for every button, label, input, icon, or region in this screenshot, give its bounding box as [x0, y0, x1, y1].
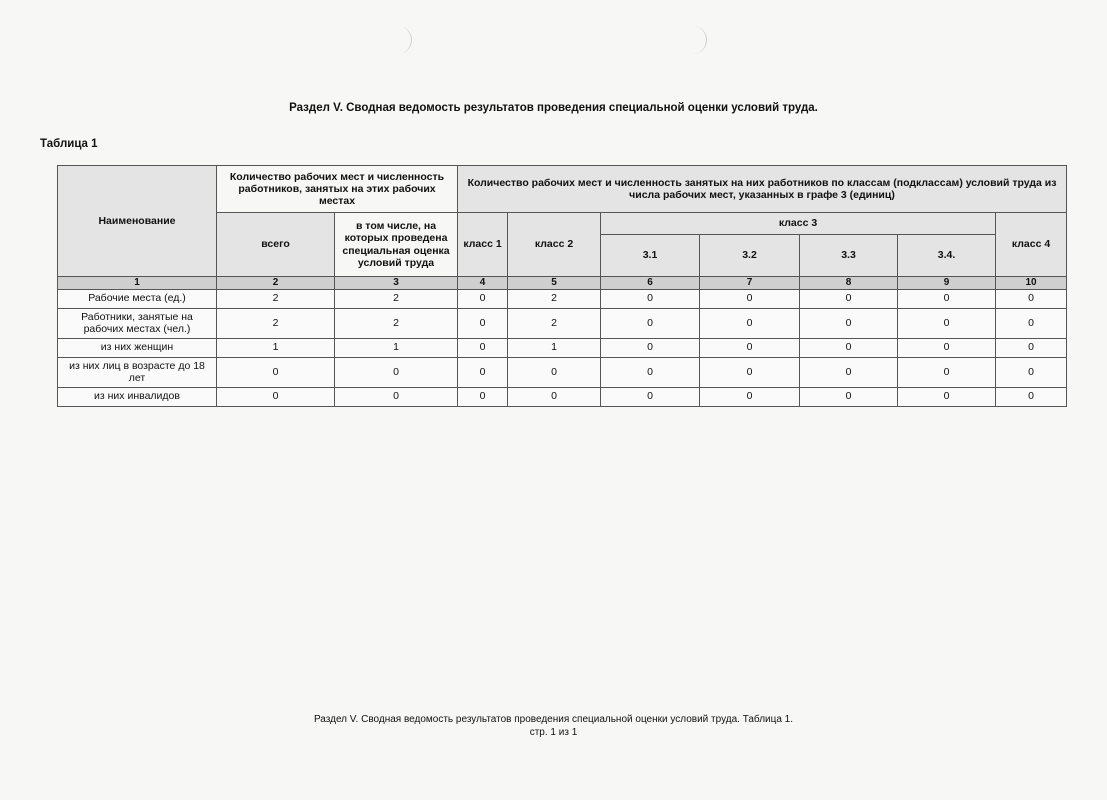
footer-caption: Раздел V. Сводная ведомость результатов проведения специальной оценки условий труда. Таблица 1.: [313, 714, 794, 725]
table-cell: 0: [898, 357, 996, 387]
header-class-2: класс 2: [508, 213, 601, 277]
table-cell: 0: [700, 387, 800, 406]
column-number: 9: [898, 277, 996, 290]
column-number: 7: [700, 277, 800, 290]
row-label: Рабочие места (ед.): [58, 289, 217, 308]
header-class-1: класс 1: [458, 213, 508, 277]
punch-hole-left: [397, 26, 412, 54]
header-class-4: класс 4: [996, 213, 1067, 277]
table-row: [58, 338, 1067, 357]
row-label: из них лиц в возрасте до 18 лет: [58, 357, 217, 387]
table-cell: 0: [996, 338, 1067, 357]
table-cell: 1: [335, 338, 458, 357]
table-cell: 0: [601, 357, 700, 387]
column-number: 5: [508, 277, 601, 290]
header-name: Наименование: [58, 166, 217, 277]
table-cell: 0: [996, 289, 1067, 308]
table-cell: 0: [601, 387, 700, 406]
summary-table: [57, 165, 1067, 407]
table-cell: 1: [508, 338, 601, 357]
table-cell: 0: [700, 308, 800, 338]
table-cell: 2: [335, 308, 458, 338]
table-cell: 0: [601, 289, 700, 308]
table-cell: 0: [458, 357, 508, 387]
table-cell: 0: [217, 357, 335, 387]
table-cell: 2: [508, 289, 601, 308]
table-cell: 0: [458, 338, 508, 357]
table-cell: 0: [700, 289, 800, 308]
table-cell: 2: [217, 308, 335, 338]
table-cell: 0: [700, 338, 800, 357]
table-cell: 0: [601, 308, 700, 338]
table-cell: 2: [508, 308, 601, 338]
header-sub-3-1: 3.1: [601, 235, 700, 277]
header-sub-3-2: 3.2: [700, 235, 800, 277]
column-number: 6: [601, 277, 700, 290]
column-number: 3: [335, 277, 458, 290]
table-cell: 0: [898, 338, 996, 357]
document-title: Раздел V. Сводная ведомость результатов проведения специальной оценки условий труда.: [289, 102, 818, 114]
table-cell: 0: [458, 387, 508, 406]
row-label: Работники, занятые на рабочих местах (чел.): [58, 308, 217, 338]
punch-hole-right: [692, 26, 707, 54]
table-cell: 0: [508, 357, 601, 387]
table-row: [58, 308, 1067, 338]
table-cell: 0: [601, 338, 700, 357]
header-including: в том числе, на которых проведена специальная оценка условий труда: [335, 213, 458, 277]
table-label: Таблица 1: [40, 138, 98, 150]
column-number: 1: [58, 277, 217, 290]
row-label: из них женщин: [58, 338, 217, 357]
table-cell: 0: [898, 387, 996, 406]
table-cell: 0: [800, 289, 898, 308]
table-cell: 0: [335, 387, 458, 406]
table-cell: 0: [800, 308, 898, 338]
row-label: из них инвалидов: [58, 387, 217, 406]
header-group-workplaces: Количество рабочих мест и численность работников, занятых на этих рабочих местах: [217, 166, 458, 213]
table-cell: 0: [458, 308, 508, 338]
table-cell: 0: [800, 387, 898, 406]
column-number: 8: [800, 277, 898, 290]
table-cell: 0: [800, 357, 898, 387]
page-counter: стр. 1 из 1: [529, 726, 578, 738]
table-cell: 0: [898, 308, 996, 338]
table-cell: 1: [217, 338, 335, 357]
table-row: [58, 387, 1067, 406]
table-cell: 0: [335, 357, 458, 387]
table-row: [58, 357, 1067, 387]
table-cell: 0: [800, 338, 898, 357]
page-footer: [0, 714, 1107, 739]
table-cell: 0: [508, 387, 601, 406]
header-total: всего: [217, 213, 335, 277]
column-number: 10: [996, 277, 1067, 290]
table-cell: 0: [996, 308, 1067, 338]
header-sub-3-4: 3.4.: [898, 235, 996, 277]
table-cell: 2: [217, 289, 335, 308]
column-number: 4: [458, 277, 508, 290]
table-cell: 0: [217, 387, 335, 406]
table-cell: 0: [898, 289, 996, 308]
table-cell: 2: [335, 289, 458, 308]
header-class-3: класс 3: [601, 213, 996, 235]
table-cell: 0: [996, 387, 1067, 406]
table-row: [58, 289, 1067, 308]
table-cell: 0: [458, 289, 508, 308]
header-group-classes: Количество рабочих мест и численность занятых на них работников по классам (подклассам) условий труда из числа рабочих мест, указанных в графе 3 (единиц): [458, 166, 1067, 213]
column-number: 2: [217, 277, 335, 290]
header-sub-3-3: 3.3: [800, 235, 898, 277]
table-cell: 0: [996, 357, 1067, 387]
table-cell: 0: [700, 357, 800, 387]
